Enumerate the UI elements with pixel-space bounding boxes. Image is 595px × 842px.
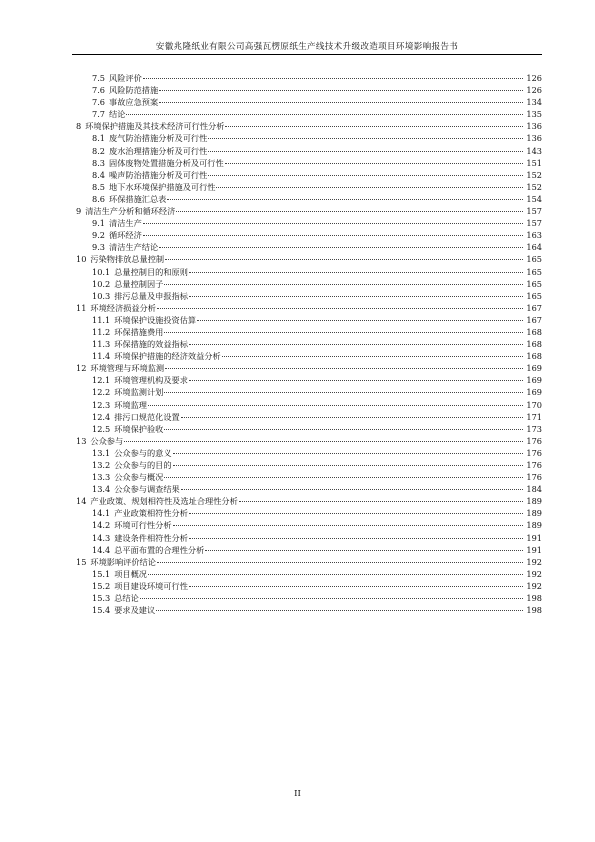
toc-entry-title: 环境监理 [114, 399, 147, 410]
toc-entry-title: 公众参与调查结果 [114, 484, 180, 495]
toc-entry-number: 8.2 [92, 145, 106, 156]
toc-chapter-entry[interactable] [72, 495, 542, 507]
toc-entry-page: 165 [526, 254, 542, 265]
toc-entry-number: 15.3 [92, 593, 111, 604]
toc-entry-title: 环境可行性分析 [114, 520, 172, 531]
toc-section-entry[interactable] [72, 519, 542, 531]
toc-entry-title: 环境保护设施投资估算 [114, 314, 197, 325]
toc-dot-leader [148, 405, 523, 406]
toc-section-entry[interactable] [72, 374, 542, 386]
toc-entry-title: 清洁生产 [109, 218, 142, 229]
toc-entry-number: 13.1 [92, 447, 111, 458]
toc-section-entry[interactable] [72, 278, 542, 290]
toc-entry-page: 191 [526, 544, 542, 555]
toc-entry-page: 192 [526, 568, 542, 579]
toc-entry-page: 189 [526, 508, 542, 519]
toc-dot-leader [126, 114, 523, 115]
toc-section-entry[interactable] [72, 423, 542, 435]
toc-entry-page: 165 [526, 278, 542, 289]
toc-entry-page: 169 [526, 375, 542, 386]
toc-dot-leader [143, 235, 523, 236]
toc-entry-number: 7.6 [92, 97, 106, 108]
toc-section-entry[interactable] [72, 447, 542, 459]
toc-section-entry[interactable] [72, 507, 542, 519]
toc-dot-leader [156, 610, 523, 611]
toc-entry-page: 192 [526, 556, 542, 567]
toc-entry-page: 173 [526, 423, 542, 434]
toc-entry-number: 8.4 [92, 169, 106, 180]
toc-section-entry[interactable] [72, 338, 542, 350]
toc-entry-title: 产业政策相符性分析 [114, 508, 188, 519]
toc-entry-number: 14.3 [92, 532, 111, 543]
toc-entry-number: 9.3 [92, 242, 106, 253]
toc-entry-page: 152 [526, 169, 542, 180]
toc-entry-page: 165 [526, 290, 542, 301]
toc-entry-number: 8.6 [92, 193, 106, 204]
toc-entry-title: 清洁生产分析和循环经济 [85, 206, 176, 217]
toc-section-entry[interactable] [72, 229, 542, 241]
toc-section-entry[interactable] [72, 169, 542, 181]
toc-entry-number: 10.1 [92, 266, 111, 277]
toc-entry-number: 7.6 [92, 85, 106, 96]
toc-entry-number: 12.1 [92, 375, 111, 386]
toc-dot-leader [143, 78, 523, 79]
toc-dot-leader [189, 296, 523, 297]
toc-entry-page: 151 [526, 157, 542, 168]
toc-section-entry[interactable] [72, 314, 542, 326]
toc-entry-page: 154 [526, 193, 542, 204]
toc-entry-number: 13 [76, 435, 87, 446]
toc-section-entry[interactable] [72, 459, 542, 471]
toc-entry-page: 135 [526, 109, 542, 120]
toc-entry-page: 163 [526, 230, 542, 241]
toc-entry-number: 11.1 [92, 314, 111, 325]
toc-dot-leader [239, 501, 523, 502]
toc-entry-title: 风险评价 [109, 73, 142, 83]
toc-entry-page: 157 [526, 206, 542, 217]
toc-entry-page: 136 [526, 133, 542, 144]
toc-entry-number: 15.1 [92, 568, 111, 579]
toc-section-entry[interactable] [72, 399, 542, 411]
toc-section-entry[interactable] [72, 411, 542, 423]
toc-entry-number: 11 [76, 302, 87, 313]
toc-entry-number: 9.1 [92, 218, 106, 229]
toc-section-entry[interactable] [72, 592, 542, 604]
toc-dot-leader [159, 247, 523, 248]
toc-entry-page: 191 [526, 532, 542, 543]
toc-dot-leader [173, 465, 523, 466]
toc-entry-page: 189 [526, 520, 542, 531]
toc-entry-number: 9.2 [92, 230, 106, 241]
toc-entry-number: 12.4 [92, 411, 111, 422]
toc-entry-page: 176 [526, 435, 542, 446]
page-number: II [294, 789, 301, 799]
toc-dot-leader [189, 344, 523, 345]
toc-section-entry[interactable] [72, 483, 542, 495]
toc-entry-page: 170 [526, 399, 542, 410]
toc-entry-title: 地下水环境保护措施及可行性 [109, 181, 216, 192]
toc-dot-leader [173, 525, 523, 526]
page-header: 安徽兆隆纸业有限公司高强瓦楞原纸生产线技术升级改造项目环境影响报告书 [155, 42, 459, 52]
toc-entry-title: 固体废物处置措施分析及可行性 [109, 157, 224, 168]
toc-entry-page: 176 [526, 460, 542, 470]
toc-chapter-entry[interactable] [72, 556, 542, 568]
toc-entry-title: 环保措施的效益指标 [114, 339, 188, 350]
toc-dot-leader [164, 429, 523, 430]
toc-entry-title: 总量控制因子 [114, 278, 164, 289]
toc-section-entry[interactable] [72, 96, 542, 108]
toc-entry-page: 169 [526, 363, 542, 374]
toc-entry-page: 157 [526, 218, 542, 229]
toc-entry-number: 11.3 [92, 339, 111, 350]
toc-chapter-entry[interactable] [72, 253, 542, 265]
toc-dot-leader [189, 272, 523, 273]
toc-entry-number: 13.3 [92, 472, 111, 483]
toc-entry-number: 14.4 [92, 544, 111, 555]
toc-entry-page: 168 [526, 351, 542, 362]
toc-entry-page: 136 [526, 121, 542, 132]
toc-entry-number: 12 [76, 363, 87, 374]
toc-entry-page: 171 [526, 411, 542, 422]
toc-entry-page: 176 [526, 447, 542, 458]
toc-dot-leader [189, 586, 523, 587]
toc-entry-number: 11.4 [92, 351, 111, 362]
toc-entry-number: 10.3 [92, 290, 111, 301]
toc-entry-page: 198 [526, 605, 542, 616]
toc-dot-leader [159, 102, 523, 103]
toc-entry-number: 8.1 [92, 133, 106, 144]
toc-entry-title: 要求及建议 [114, 605, 156, 616]
toc-section-entry[interactable] [72, 290, 542, 302]
toc-entry-number: 12.3 [92, 399, 111, 410]
toc-dot-leader [205, 550, 523, 551]
toc-chapter-entry[interactable] [72, 435, 542, 447]
toc-section-entry[interactable] [72, 532, 542, 544]
toc-entry-title: 公众参与概况 [114, 472, 164, 483]
toc-dot-leader [189, 380, 523, 381]
toc-entry-number: 12.2 [92, 387, 111, 398]
toc-dot-leader [140, 598, 523, 599]
toc-dot-leader [181, 417, 523, 418]
toc-section-entry[interactable] [72, 217, 542, 229]
toc-dot-leader [225, 163, 523, 164]
toc-section-entry[interactable] [72, 157, 542, 169]
toc-dot-leader [159, 90, 523, 91]
toc-entry-title: 废水治理措施分析及可行性 [109, 145, 208, 156]
toc-entry-page: 126 [526, 85, 542, 96]
toc-dot-leader [165, 368, 523, 369]
toc-section-entry[interactable] [72, 580, 542, 592]
toc-section-entry[interactable] [72, 193, 542, 205]
toc-section-entry[interactable] [72, 84, 542, 96]
toc-entry-number: 12.5 [92, 423, 111, 434]
toc-section-entry[interactable] [72, 386, 542, 398]
toc-section-entry[interactable] [72, 145, 542, 157]
toc-section-entry[interactable] [72, 350, 542, 362]
toc-section-entry[interactable] [72, 132, 542, 144]
toc-entry-title: 环境保护措施的经济效益分析 [114, 351, 221, 362]
toc-section-entry[interactable] [72, 108, 542, 120]
toc-entry-number: 14.1 [92, 508, 111, 519]
toc-entry-title: 产业政策、规划相符性及选址合理性分析 [90, 496, 238, 507]
toc-dot-leader [216, 187, 523, 188]
toc-entry-title: 环境保护措施及其技术经济可行性分析 [85, 121, 225, 132]
toc-dot-leader [189, 538, 523, 539]
toc-dot-leader [164, 332, 523, 333]
toc-entry-page: 198 [526, 593, 542, 604]
toc-dot-leader [208, 151, 523, 152]
toc-entry-page: 164 [526, 242, 542, 253]
toc-entry-number: 10 [76, 254, 87, 265]
toc-entry-number: 9 [76, 206, 82, 217]
toc-entry-page: 165 [526, 266, 542, 277]
toc-entry-title: 环境管理与环境监测 [90, 363, 165, 374]
toc-entry-page: 184 [526, 484, 542, 495]
toc-section-entry[interactable] [72, 604, 542, 616]
toc-entry-page: 176 [526, 472, 542, 483]
toc-entry-title: 公众参与的意义 [114, 447, 172, 458]
toc-entry-page: 167 [526, 314, 542, 325]
toc-section-entry[interactable] [72, 241, 542, 253]
toc-entry-page: 152 [526, 181, 542, 192]
toc-chapter-entry[interactable] [72, 302, 542, 314]
toc-dot-leader [143, 223, 523, 224]
toc-entry-title: 环保措施费用 [114, 326, 164, 337]
toc-section-entry[interactable] [72, 471, 542, 483]
toc-dot-leader [208, 175, 523, 176]
toc-entry-title: 总结论 [114, 593, 139, 604]
toc-entry-title: 事故应急预案 [109, 97, 159, 108]
toc-entry-page: 189 [526, 496, 542, 507]
toc-entry-number: 15.2 [92, 580, 111, 591]
toc-entry-title: 废气防治措施分析及可行性 [109, 133, 208, 144]
toc-dot-leader [208, 138, 523, 139]
toc-section-entry[interactable] [72, 181, 542, 193]
toc-entry-number: 14 [76, 496, 87, 507]
toc-chapter-entry[interactable] [72, 120, 542, 132]
toc-dot-leader [164, 284, 523, 285]
toc-entry-number: 7.5 [92, 73, 106, 83]
table-of-contents [72, 72, 542, 616]
toc-entry-title: 污染物排放总量控制 [90, 254, 165, 265]
toc-dot-leader [197, 320, 523, 321]
toc-entry-page: 134 [526, 97, 542, 108]
toc-dot-leader [157, 562, 523, 563]
toc-entry-number: 13.4 [92, 484, 111, 495]
toc-entry-number: 8.5 [92, 181, 106, 192]
header-rule [72, 54, 542, 55]
toc-entry-title: 总平面布置的合理性分析 [114, 544, 205, 555]
toc-dot-leader [181, 489, 523, 490]
toc-entry-title: 项目概况 [114, 568, 147, 579]
toc-entry-page: 169 [526, 387, 542, 398]
toc-entry-title: 环境经济损益分析 [90, 302, 156, 313]
toc-entry-number: 15 [76, 556, 87, 567]
toc-entry-title: 清洁生产结论 [109, 242, 159, 253]
toc-entry-title: 总量控制目的和原则 [114, 266, 188, 277]
toc-entry-page: 143 [526, 145, 542, 156]
toc-section-entry[interactable] [72, 568, 542, 580]
toc-dot-leader [189, 513, 523, 514]
toc-entry-page: 168 [526, 326, 542, 337]
toc-entry-title: 结论 [109, 109, 126, 120]
toc-chapter-entry[interactable] [72, 205, 542, 217]
toc-entry-page: 167 [526, 302, 542, 313]
toc-entry-title: 循环经济 [109, 230, 142, 241]
toc-entry-title: 环境管理机构及要求 [114, 375, 188, 386]
toc-entry-title: 建设条件相符性分析 [114, 532, 188, 543]
toc-section-entry[interactable] [72, 544, 542, 556]
toc-entry-title: 公众参与的目的 [114, 460, 172, 470]
toc-entry-number: 7.7 [92, 109, 106, 120]
toc-entry-number: 14.2 [92, 520, 111, 531]
toc-dot-leader [165, 259, 523, 260]
toc-section-entry[interactable] [72, 72, 542, 84]
toc-entry-title: 公众参与 [90, 435, 124, 446]
toc-entry-page: 168 [526, 339, 542, 350]
toc-entry-number: 15.4 [92, 605, 111, 616]
toc-dot-leader [176, 211, 523, 212]
toc-entry-number: 10.2 [92, 278, 111, 289]
toc-dot-leader [148, 574, 523, 575]
toc-dot-leader [225, 126, 523, 127]
toc-dot-leader [173, 453, 523, 454]
toc-entry-number: 8 [76, 121, 82, 132]
toc-entry-title: 排污口规范化设置 [114, 411, 180, 422]
toc-entry-title: 环境监测计划 [114, 387, 164, 398]
toc-entry-title: 噪声防治措施分析及可行性 [109, 169, 208, 180]
toc-entry-title: 环保措施汇总表 [109, 193, 167, 204]
toc-entry-number: 8.3 [92, 157, 106, 168]
toc-dot-leader [164, 477, 523, 478]
toc-entry-number: 13.2 [92, 460, 111, 470]
toc-entry-title: 风险防范措施 [109, 85, 159, 96]
toc-dot-leader [157, 308, 523, 309]
toc-section-entry[interactable] [72, 266, 542, 278]
toc-entry-page: 126 [526, 73, 542, 83]
toc-dot-leader [222, 356, 523, 357]
toc-entry-title: 项目建设环境可行性 [114, 580, 188, 591]
toc-entry-number: 11.2 [92, 326, 111, 337]
toc-dot-leader [124, 441, 523, 442]
toc-entry-title: 环境影响评价结论 [90, 556, 156, 567]
toc-dot-leader [167, 199, 523, 200]
toc-chapter-entry[interactable] [72, 362, 542, 374]
toc-dot-leader [164, 392, 523, 393]
toc-entry-page: 192 [526, 580, 542, 591]
toc-entry-title: 排污总量及申报指标 [114, 290, 188, 301]
toc-entry-title: 环境保护验收 [114, 423, 164, 434]
toc-section-entry[interactable] [72, 326, 542, 338]
